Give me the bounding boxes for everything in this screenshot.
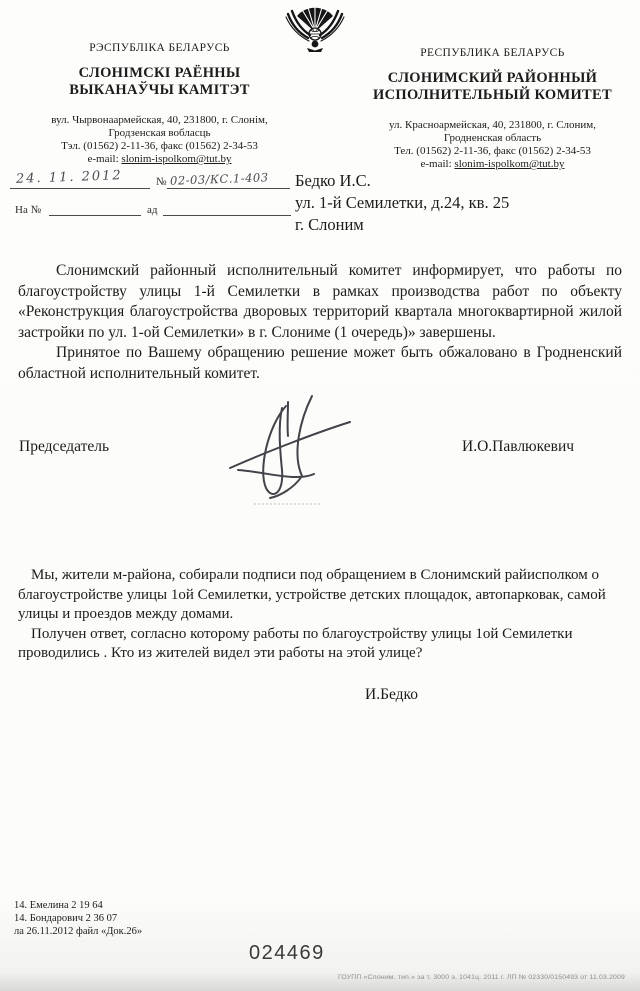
addressee-name: Бедко И.С. <box>295 171 371 190</box>
number-line <box>167 187 290 189</box>
country-name-ru: РЕСПУБЛИКА БЕЛАРУСЬ <box>420 47 565 59</box>
body-paragraph-1: Слонимский районный исполнительный комитет информирует, что работы по благоустройству улицы 1-й Семилетки в рамках производства работ по объекту «Реконструкция благоустройства дворовых территорий квартала многоквартирной жилой застройки по ул. 1-ой Семилетки» в г. Слониме (1 очередь)» завершены. <box>18 262 622 341</box>
email-address: slonim-ispolkom@tut.by <box>454 158 565 170</box>
number-label: № <box>156 176 167 188</box>
reply-date-line <box>163 214 291 216</box>
letter-body <box>18 261 622 385</box>
org-name-by: СЛОНІМСКІ РАЁННЫ ВЫКАНАЎЧЫ КАМІТЭТ <box>69 65 250 98</box>
email-address: slonim-ispolkom@tut.by <box>121 153 232 165</box>
body-paragraph-2: Принятое по Вашему обращению решение может быть обжаловано в Гродненский областной исполнительный комитет. <box>18 344 622 382</box>
addressee-block <box>295 170 509 236</box>
reply-from-label: ад <box>147 204 158 216</box>
residents-note <box>18 566 620 664</box>
addressee-street: ул. 1-й Семилетки, д.24, кв. 25 <box>295 193 510 212</box>
date-line <box>10 187 150 189</box>
letterhead-left <box>12 42 307 166</box>
file-note: ла 26.11.2012 файл «Док.26» <box>14 926 143 937</box>
signer-title: Председатель <box>19 438 110 455</box>
org-address-by: вул. Чырвонаармейская, 40, 231800, г. Слонім, Гродзенская вобласць Тэл. (01562) 2-11-36, факс (01562) 2-34-53 e-mail: slonim-ispolkom@tut.by <box>51 114 268 165</box>
outgoing-date-handwritten: 24. 11. 2012 <box>15 168 123 187</box>
executor-contact-2: 14. Бондарович 2 36 07 <box>14 913 118 924</box>
country-name-by: РЭСПУБЛІКА БЕЛАРУСЬ <box>89 42 230 54</box>
reply-number-label: На № <box>15 204 42 216</box>
printing-house-info: ГОУПП «Слоним. тип.» за т. 3000 э. 1041ц. 2011 г. ЛП № 02330/0150493 от 11.03.2009 <box>337 974 625 981</box>
org-address-ru: ул. Красноармейская, 40, 231800, г. Слоним, Гродненская область Тел. (01562) 2-11-36, факс (01562) 2-34-53 e-mail: slonim-ispolkom@tut.by <box>388 119 597 170</box>
form-number: 024469 <box>249 942 325 964</box>
org-name-ru: СЛОНИМСКИЙ РАЙОННЫЙ ИСПОЛНИТЕЛЬНЫЙ КОМИТЕТ <box>373 70 612 103</box>
addressee-city: г. Слоним <box>295 215 364 234</box>
note-paragraph-2: Получен ответ, согласно которому работы по благоустройству улицы 1ой Семилетки проводились . Кто из жителей видел эти работы на этой улице? <box>18 625 573 662</box>
signer-name: И.О.Павлюкевич <box>462 438 575 455</box>
letterhead-right <box>355 47 630 171</box>
executor-contact-1: 14. Емелина 2 19 64 <box>14 900 103 911</box>
executor-contacts <box>14 899 142 938</box>
note-signer-name: И.Бедко <box>365 686 419 703</box>
note-paragraph-1: Мы, жители м-района, собирали подписи под обращением в Слонимский райисполком о благоустройстве улицы 1ой Семилетки, устройстве детских площадок, автопарковак, самой улицы и проездов между домами. <box>18 567 606 623</box>
reply-number-line <box>49 214 141 216</box>
handwritten-signature <box>224 392 356 507</box>
outgoing-number-handwritten: 02-03/КС.1-403 <box>169 170 269 188</box>
